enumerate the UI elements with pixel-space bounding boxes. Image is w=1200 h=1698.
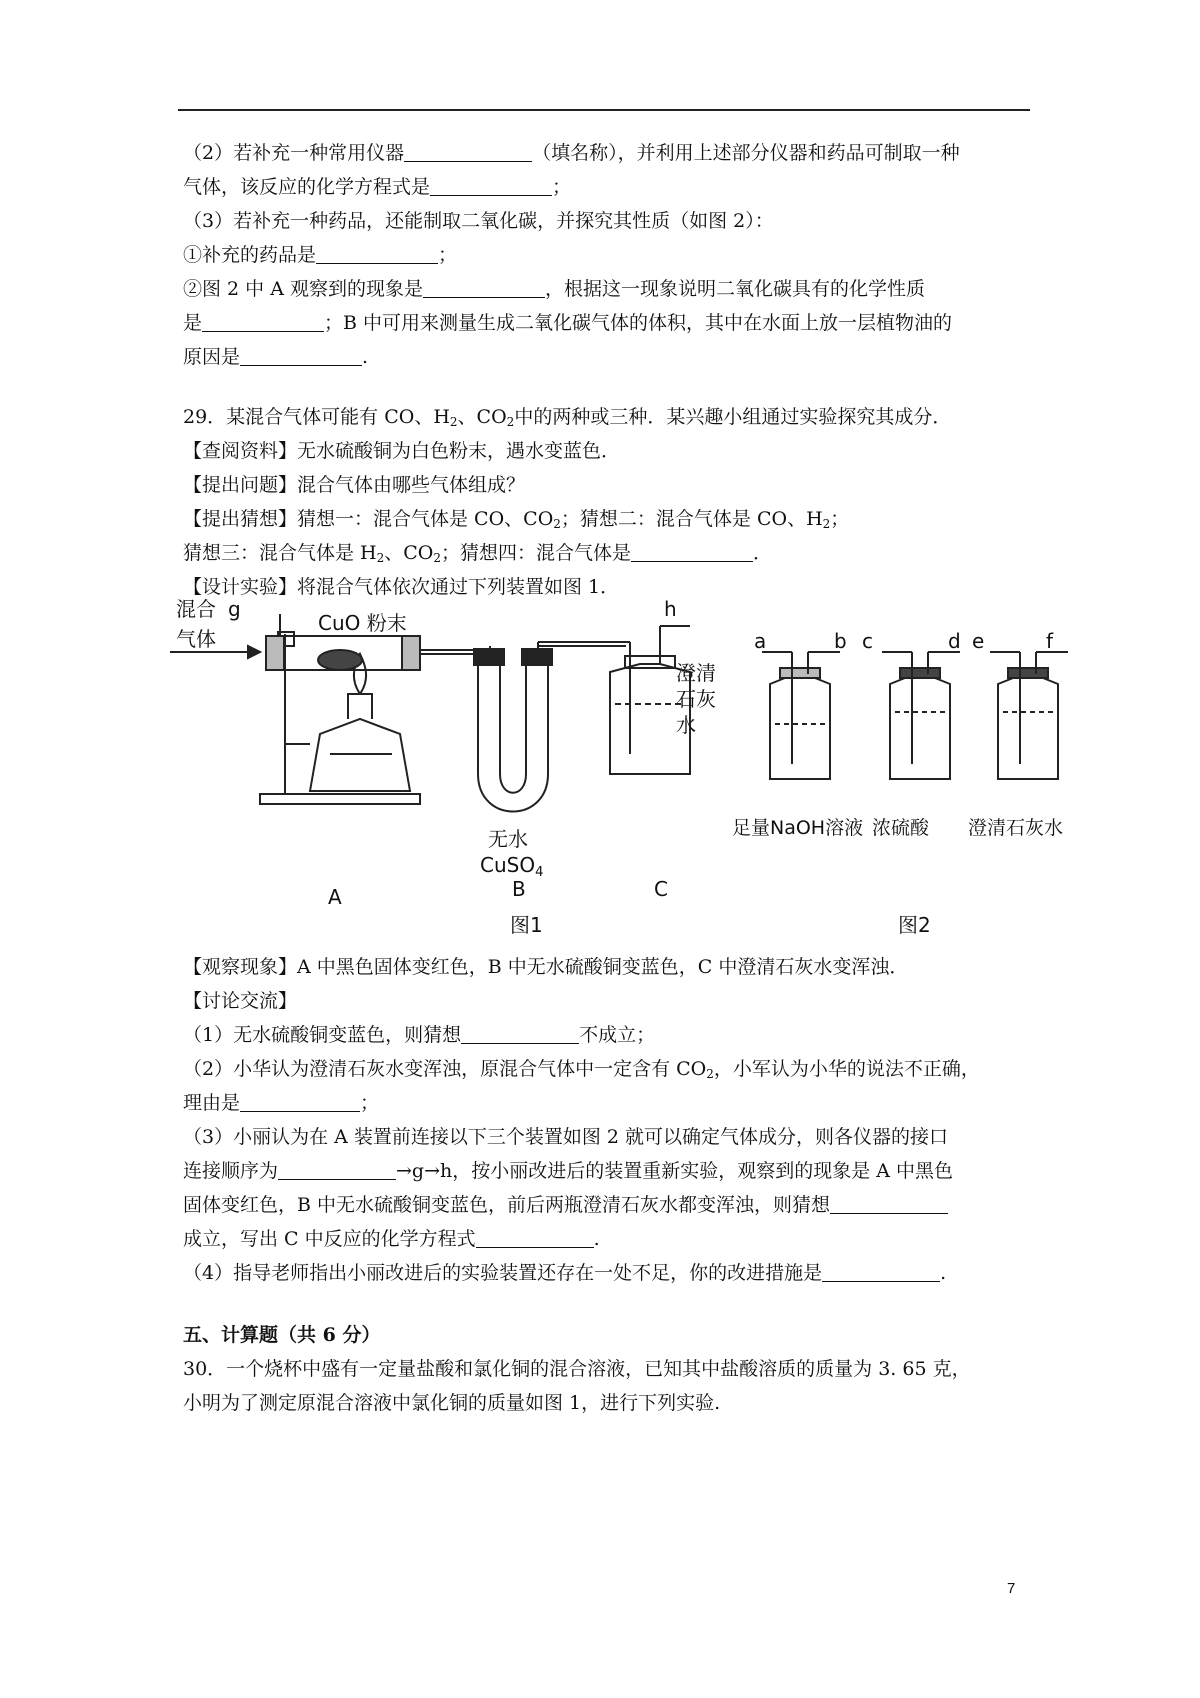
q28-line-4: ①补充的药品是 ；	[183, 238, 1033, 272]
answer-blank[interactable]	[423, 275, 545, 298]
label-b: B	[512, 877, 526, 901]
q29-guess-2: 猜想三：混合气体是 $H_2$、$CO_2$；猜想四：混合气体是 ．	[183, 536, 1033, 570]
q29-d3-result: 固体变红色，B 中无水硫酸铜变蓝色，前后两瓶澄清石灰水都变浑浊，则猜想	[183, 1188, 1033, 1222]
q29-d2: （2）小华认为澄清石灰水变浑浊，原混合气体中一定含有 $CO_2$，小军认为小华的说法不正确，	[183, 1058, 980, 1081]
u-tube	[478, 664, 548, 812]
port-b: b	[834, 629, 847, 653]
limewater-bottle-2	[998, 676, 1058, 779]
port-e: e	[972, 629, 985, 653]
page-number: 7	[1007, 1580, 1016, 1597]
naoh-bottle	[770, 676, 830, 779]
port-c: c	[862, 629, 873, 653]
q29-d3-equation: 成立，写出 C 中反应的化学方程式 .	[183, 1222, 1033, 1256]
sulfuric-acid-bottle	[890, 676, 950, 779]
q28-line-6: 是 ；B 中可用来测量生成二氧化碳气体的体积，其中在水面上放一层植物油的	[183, 306, 1033, 340]
answer-blank[interactable]	[631, 539, 753, 562]
answer-blank[interactable]	[278, 1157, 396, 1180]
q29-design: 【设计实验】将混合气体依次通过下列装置如图 1．	[183, 576, 620, 598]
q29-discuss: 【讨论交流】	[183, 990, 298, 1012]
label-cuso4: CuSO$_4$	[480, 853, 544, 880]
q28-line-7: 原因是 .	[183, 340, 1033, 374]
answer-blank[interactable]	[830, 1191, 948, 1214]
q30-line-2: 小明为了测定原混合溶液中氯化铜的质量如图 1，进行下列实验.	[183, 1392, 721, 1414]
q29-intro: 29．某混合气体可能有 CO、$H_2$、$CO_2$中的两种或三种．某兴趣小组通过实验探究其成分．	[183, 406, 952, 429]
label-limewater-full: 澄清石灰水	[968, 817, 1064, 839]
answer-blank[interactable]	[461, 1021, 579, 1044]
q28-line-3: （3）若补充一种药品，还能制取二氧化碳，并探究其性质（如图 2）：	[183, 210, 774, 232]
label-limewater-3: 水	[676, 713, 696, 737]
q29-d2-reason: 理由是 ；	[183, 1086, 1033, 1120]
label-naoh: 足量NaOH溶液	[732, 817, 864, 839]
header-rule	[178, 109, 1030, 111]
q29-info: 【查阅资料】无水硫酸铜为白色粉末，遇水变蓝色．	[183, 440, 621, 462]
q29-observe: 【观察现象】A 中黑色固体变红色，B 中无水硫酸铜变蓝色，C 中澄清石灰水变浑浊．	[183, 956, 909, 978]
port-g: g	[228, 597, 241, 621]
question-28-block	[183, 136, 1033, 374]
question-29-intro	[183, 400, 1033, 604]
answer-blank[interactable]	[316, 241, 438, 264]
q29-question: 【提出问题】混合气体由哪些气体组成？	[183, 474, 526, 496]
label-fig1: 图1	[510, 913, 543, 934]
answer-blank[interactable]	[476, 1225, 594, 1248]
q28-line-5: ②图 2 中 A 观察到的现象是 ，根据这一现象说明二氧化碳具有的化学性质	[183, 272, 1033, 306]
label-limewater-1: 澄清	[676, 661, 716, 685]
answer-blank[interactable]	[822, 1259, 940, 1282]
question-29-discussion	[183, 950, 1033, 1290]
port-h: h	[664, 597, 677, 621]
answer-blank[interactable]	[240, 343, 362, 366]
label-mixed-gas-2: 气体	[176, 627, 216, 651]
q29-d4: （4）指导老师指出小丽改进后的实验装置还存在一处不足，你的改进措施是 .	[183, 1256, 1033, 1290]
section-5-title: 五、计算题（共 6 分）	[183, 1324, 381, 1346]
label-mixed-gas-1: 混合	[176, 597, 216, 621]
cuo-powder	[318, 650, 362, 670]
label-anhydrous: 无水	[488, 827, 528, 851]
answer-blank[interactable]	[202, 309, 324, 332]
q29-d1: （1）无水硫酸铜变蓝色，则猜想 不成立；	[183, 1018, 1033, 1052]
apparatus-diagram	[170, 594, 1170, 934]
label-cuo: CuO 粉末	[318, 611, 407, 635]
label-fig2: 图2	[898, 913, 931, 934]
label-limewater-2: 石灰	[676, 687, 716, 711]
q28-line-2: 气体，该反应的化学方程式是 ；	[183, 170, 1033, 204]
port-d: d	[948, 629, 961, 653]
answer-blank[interactable]	[430, 173, 552, 196]
stand-base	[260, 794, 420, 804]
port-f: f	[1046, 629, 1054, 653]
q29-d3: （3）小丽认为在 A 装置前连接以下三个装置如图 2 就可以确定气体成分，则各仪器的接口	[183, 1126, 949, 1148]
answer-blank[interactable]	[404, 139, 532, 162]
apparatus-figure	[170, 594, 1170, 934]
label-a: A	[328, 885, 342, 909]
port-a: a	[754, 629, 767, 653]
q29-guess-1: 【提出猜想】猜想一：混合气体是 CO、$CO_2$；猜想二：混合气体是 CO、$H_2$；	[183, 508, 850, 531]
q30-line-1: 30．一个烧杯中盛有一定量盐酸和氯化铜的混合溶液，已知其中盐酸溶质的质量为 3. 65 克，	[183, 1358, 971, 1380]
label-h2so4: 浓硫酸	[872, 817, 930, 839]
answer-blank[interactable]	[240, 1089, 360, 1112]
q29-d3-order: 连接顺序为 →g→h，按小丽改进后的装置重新实验，观察到的现象是 A 中黑色	[183, 1154, 1033, 1188]
label-c: C	[654, 877, 668, 901]
section-5-block	[183, 1318, 1033, 1420]
q28-line-1: （2）若补充一种常用仪器 （填名称），并利用上述部分仪器和药品可制取一种	[183, 136, 1033, 170]
